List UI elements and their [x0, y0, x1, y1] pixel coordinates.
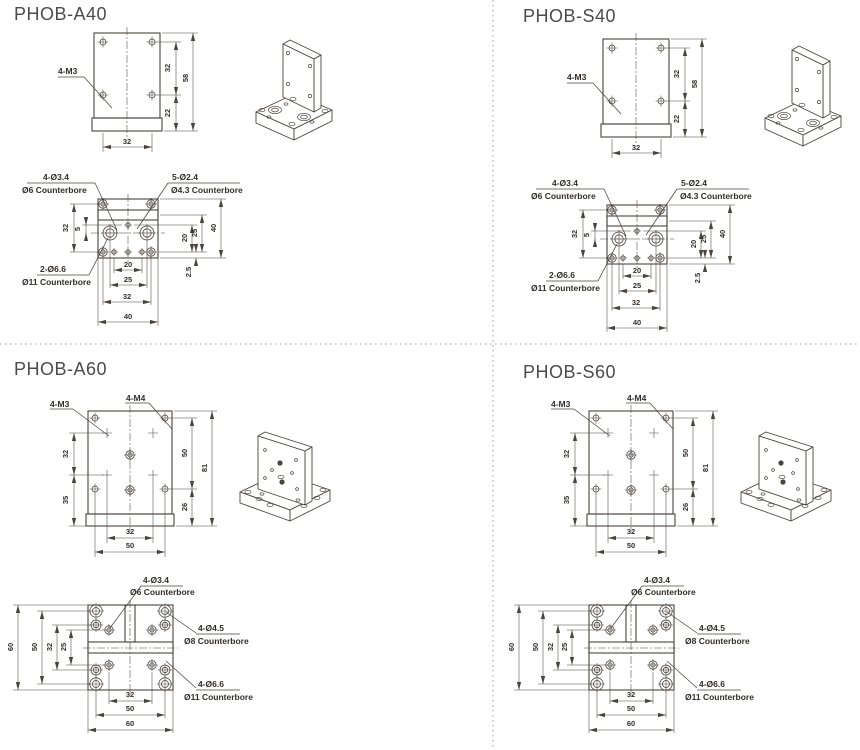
dim-label: 35 — [562, 495, 571, 505]
dim-label: 40 — [632, 318, 642, 327]
hole-callout: 5-Ø2.4 — [172, 172, 198, 182]
hole-callout: Ø4.3 Counterbore — [680, 191, 752, 201]
hole-callout: 5-Ø2.4 — [681, 178, 707, 188]
hole-callout: Ø11 Counterbore — [184, 692, 253, 702]
dim-label: 40 — [209, 223, 218, 233]
isometric-view — [256, 40, 332, 140]
dim-label: 22 — [163, 108, 172, 118]
dim-label: 25 — [190, 228, 199, 238]
dim-label: 32 — [631, 298, 641, 307]
dim-label: 60 — [125, 719, 135, 728]
panel-phob-a60 — [6, 359, 330, 733]
dim-label: 32 — [125, 690, 135, 699]
hole-callout: Ø8 Counterbore — [685, 636, 750, 646]
isometric-view — [240, 432, 330, 521]
dim-label: 5 — [73, 226, 82, 232]
dim-label: 25 — [123, 275, 133, 284]
dim-label: 32 — [125, 527, 135, 536]
panel-phob-s60 — [507, 362, 831, 733]
dim-label: 22 — [672, 114, 681, 124]
dim-label: 32 — [672, 69, 681, 79]
hole-callout: 4-Ø4.5 — [699, 623, 725, 633]
dim-label: 32 — [626, 690, 636, 699]
dim-label: 50 — [531, 642, 540, 652]
dim-label: 50 — [681, 448, 690, 458]
hole-callout: 4-Ø6.6 — [198, 679, 224, 689]
dim-label: 60 — [626, 719, 636, 728]
dim-label: 60 — [507, 642, 516, 652]
dim-label: 50 — [125, 704, 135, 713]
dim-label: 32 — [61, 449, 70, 459]
dim-label: 50 — [180, 448, 189, 458]
dim-label: 35 — [61, 495, 70, 505]
hole-callout: Ø4.3 Counterbore — [171, 185, 243, 195]
dim-label: 25 — [59, 642, 68, 652]
dim-label: 58 — [181, 73, 190, 83]
hole-callout: 4-Ø4.5 — [198, 623, 224, 633]
thread-callout: 4-M4 — [126, 393, 146, 403]
panel-phob-s40 — [523, 6, 841, 332]
thread-callout: 4-M3 — [567, 72, 587, 82]
dim-label: 32 — [122, 292, 132, 301]
dim-label: 2.5 — [693, 272, 702, 284]
panel-title: PHOB-S40 — [523, 6, 617, 26]
dim-label: 25 — [560, 642, 569, 652]
isometric-view — [741, 432, 831, 521]
dim-label: 32 — [570, 229, 579, 239]
dim-label: 32 — [562, 449, 571, 459]
dim-label: 40 — [123, 312, 133, 321]
plan-view — [536, 189, 749, 332]
isometric-view — [765, 46, 841, 146]
hole-callout: 4-Ø3.4 — [552, 178, 578, 188]
hole-callout: Ø6 Counterbore — [631, 587, 696, 597]
dim-label: 40 — [718, 229, 727, 239]
panel-phob-a40 — [14, 4, 332, 326]
front-view — [567, 33, 707, 158]
thread-callout: 4-M3 — [551, 399, 571, 409]
dim-label: 32 — [45, 642, 54, 652]
dim-label: 25 — [632, 281, 642, 290]
dim-label: 20 — [123, 260, 133, 269]
thread-callout: 4-M3 — [50, 399, 70, 409]
hole-callout: Ø11 Counterbore — [531, 283, 600, 293]
plan-view — [27, 183, 240, 326]
hole-callout: 4-Ø3.4 — [644, 575, 670, 585]
dim-label: 32 — [546, 642, 555, 652]
hole-callout: 4-Ø6.6 — [699, 679, 725, 689]
panel-title: PHOB-A40 — [14, 4, 108, 24]
hole-callout: 2-Ø6.6 — [549, 270, 575, 280]
front-view — [58, 27, 198, 152]
dim-label: 25 — [699, 234, 708, 244]
hole-callout: 4-Ø3.4 — [43, 172, 69, 182]
panel-title: PHOB-A60 — [14, 359, 108, 379]
hole-callout: Ø6 Counterbore — [22, 185, 87, 195]
hole-callout: Ø8 Counterbore — [184, 636, 249, 646]
dim-label: 26 — [681, 502, 690, 512]
dim-label: 50 — [626, 704, 636, 713]
dim-label: 58 — [690, 79, 699, 89]
hole-callout: 4-Ø3.4 — [143, 575, 169, 585]
dim-label: 5 — [582, 232, 591, 238]
dim-label: 60 — [6, 642, 15, 652]
panel-title: PHOB-S60 — [523, 362, 617, 382]
dim-label: 50 — [30, 642, 39, 652]
dim-label: 50 — [626, 541, 636, 550]
hole-callout: Ø11 Counterbore — [685, 692, 754, 702]
dim-label: 26 — [180, 502, 189, 512]
thread-callout: 4-M4 — [627, 393, 647, 403]
dim-label: 20 — [180, 233, 189, 243]
hole-callout: Ø11 Counterbore — [22, 277, 91, 287]
dim-label: 32 — [163, 63, 172, 73]
dim-label: 2.5 — [184, 266, 193, 278]
hole-callout: Ø6 Counterbore — [531, 191, 596, 201]
dim-label: 81 — [200, 463, 209, 473]
dim-label: 20 — [632, 266, 642, 275]
dim-label: 81 — [701, 463, 710, 473]
dim-label: 20 — [689, 239, 698, 249]
dim-label: 50 — [125, 541, 135, 550]
hole-callout: Ø6 Counterbore — [130, 587, 195, 597]
thread-callout: 4-M3 — [58, 66, 78, 76]
dim-label: 32 — [122, 137, 132, 146]
dim-label: 32 — [61, 223, 70, 233]
dim-label: 32 — [631, 143, 641, 152]
dim-label: 32 — [626, 527, 636, 536]
hole-callout: 2-Ø6.6 — [40, 264, 66, 274]
